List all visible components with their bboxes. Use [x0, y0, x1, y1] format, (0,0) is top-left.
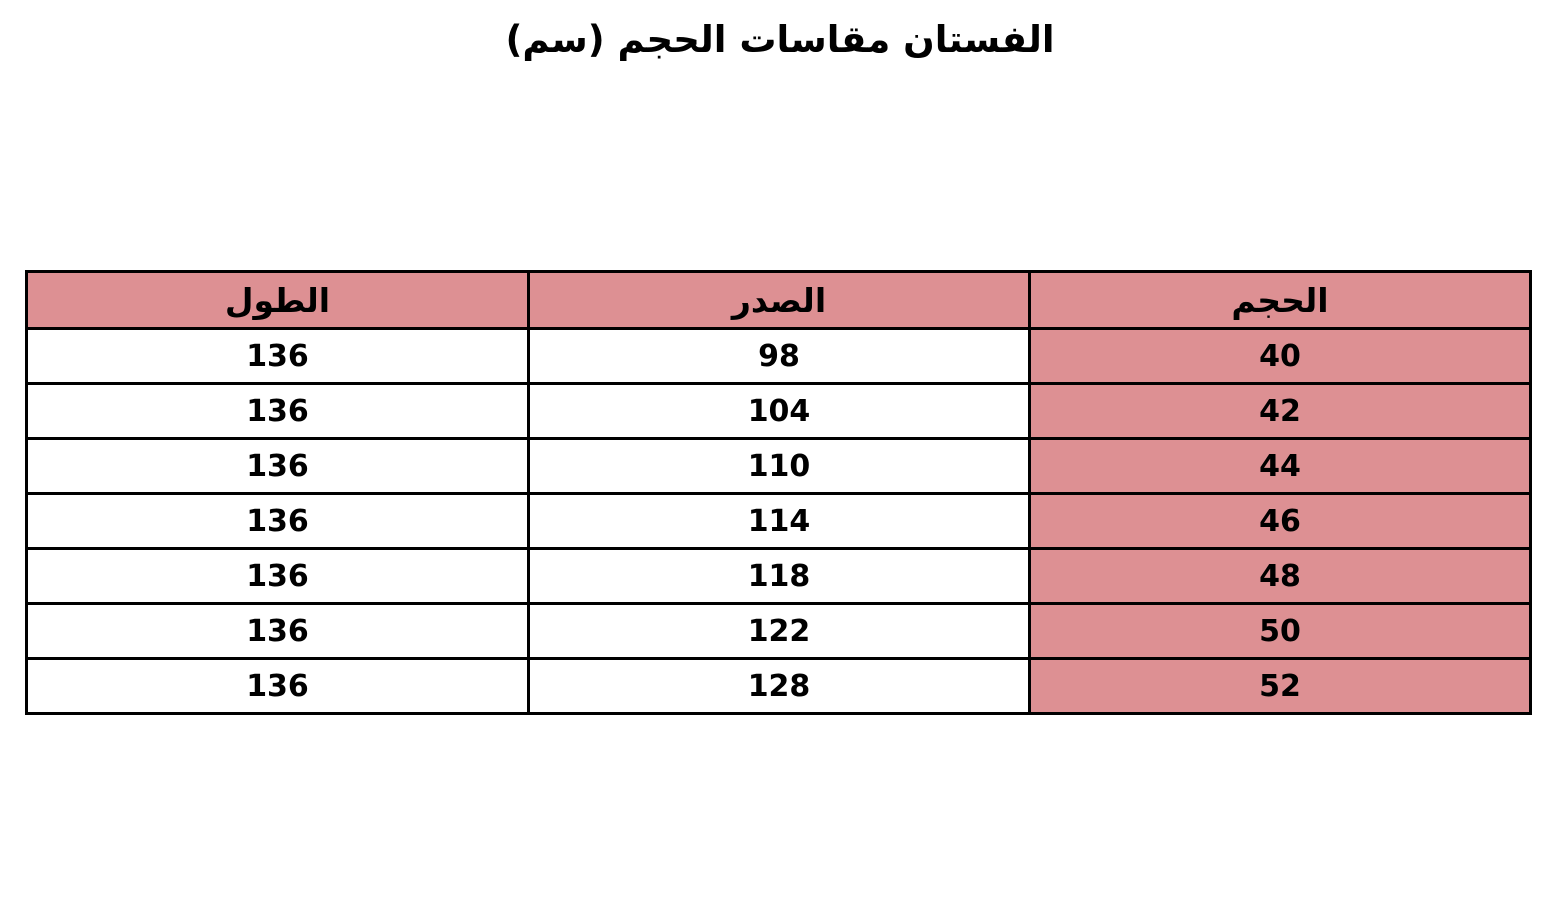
- cell-length: 136: [27, 439, 529, 494]
- table-row: [27, 549, 1531, 604]
- cell-length: 136: [27, 659, 529, 714]
- cell-length: 136: [27, 384, 529, 439]
- table-row: [27, 384, 1531, 439]
- cell-length: 136: [27, 494, 529, 549]
- table-body: [27, 329, 1531, 714]
- cell-length: 136: [27, 329, 529, 384]
- cell-size: 46: [1030, 494, 1531, 549]
- cell-size: 42: [1030, 384, 1531, 439]
- column-header-size: الحجم: [1030, 272, 1531, 329]
- cell-size: 50: [1030, 604, 1531, 659]
- cell-length: 136: [27, 549, 529, 604]
- cell-chest: 114: [529, 494, 1030, 549]
- cell-size: 44: [1030, 439, 1531, 494]
- cell-chest: 128: [529, 659, 1030, 714]
- column-header-length: الطول: [27, 272, 529, 329]
- cell-chest: 104: [529, 384, 1030, 439]
- table-header: [27, 272, 1531, 329]
- cell-chest: 98: [529, 329, 1030, 384]
- table-row: [27, 439, 1531, 494]
- page-title: الفستان مقاسات الحجم (سم): [505, 18, 1055, 61]
- cell-length: 136: [27, 604, 529, 659]
- cell-size: 48: [1030, 549, 1531, 604]
- column-header-chest: الصدر: [529, 272, 1030, 329]
- table-row: [27, 659, 1531, 714]
- table-row: [27, 604, 1531, 659]
- cell-chest: 122: [529, 604, 1030, 659]
- table-row: [27, 494, 1531, 549]
- cell-size: 52: [1030, 659, 1531, 714]
- table-row: [27, 329, 1531, 384]
- cell-chest: 110: [529, 439, 1030, 494]
- cell-chest: 118: [529, 549, 1030, 604]
- size-table: [25, 270, 1532, 715]
- cell-size: 40: [1030, 329, 1531, 384]
- size-table-container: [28, 270, 1532, 715]
- table-header-row: [27, 272, 1531, 329]
